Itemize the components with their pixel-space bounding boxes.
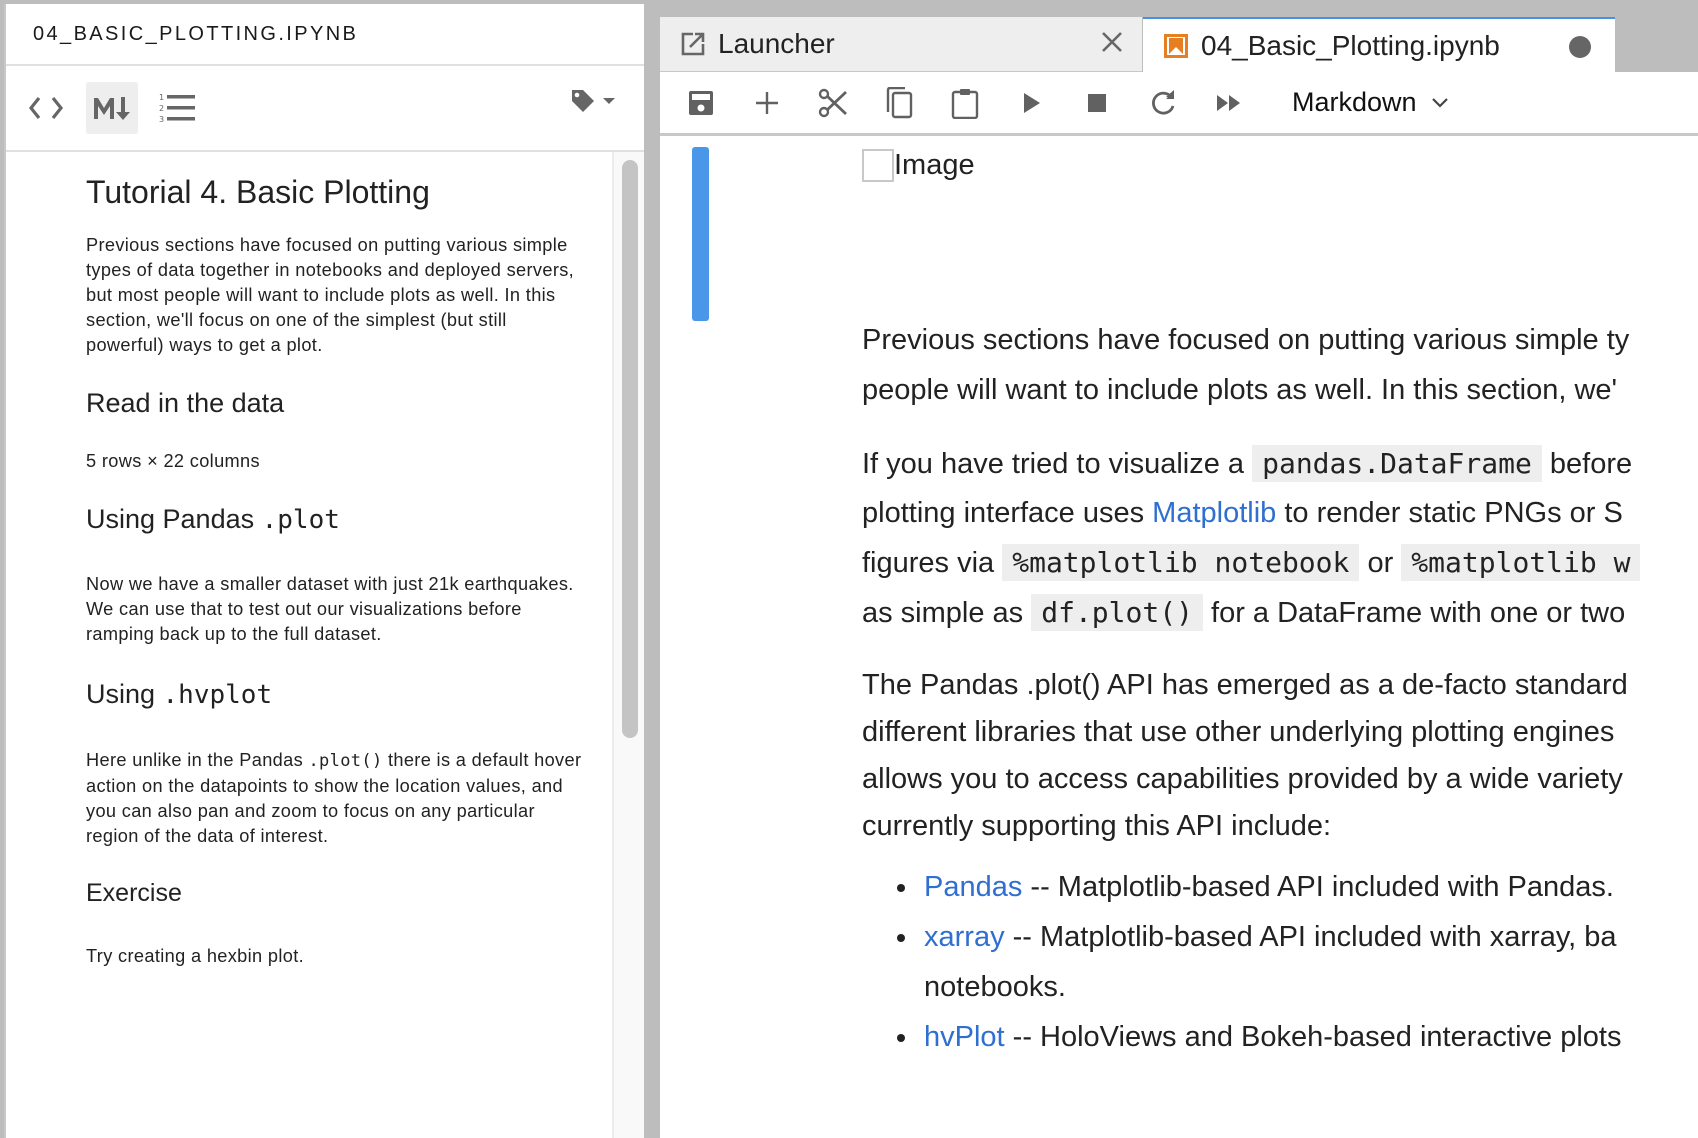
inline-code-df-plot: df.plot() xyxy=(1031,594,1203,631)
filter-by-tag-button[interactable] xyxy=(570,88,616,114)
paste-button[interactable] xyxy=(944,82,986,124)
save-icon xyxy=(687,89,715,117)
clipboard-icon xyxy=(951,87,979,119)
list-item xyxy=(920,862,1698,912)
toc-text-pandas[interactable]: Now we have a smaller dataset with just 21k earthquakes. We can use that to test out our visualizations before ramping back up to the full dataset. xyxy=(86,574,574,644)
svg-text:1: 1 xyxy=(159,93,165,102)
tag-icon xyxy=(570,88,596,114)
caret-down-icon xyxy=(602,96,616,106)
paragraph-api-line-3: allows you to access capabilities provided by a wide variety xyxy=(862,763,1623,795)
toc-toolbar xyxy=(6,66,644,152)
xarray-link[interactable]: xarray xyxy=(924,921,1005,953)
show-markdown-button[interactable] xyxy=(86,82,138,134)
stop-icon xyxy=(1087,93,1107,113)
refresh-icon xyxy=(1149,89,1177,117)
toc-text-exercise[interactable]: Try creating a hexbin plot. xyxy=(86,946,305,966)
insert-cell-button[interactable] xyxy=(746,82,788,124)
toc-heading-pandas-prefix: Using Pandas xyxy=(86,504,262,534)
copy-icon xyxy=(885,87,913,119)
paragraph-api-line-2: different libraries that use other underlying plotting engines xyxy=(862,716,1615,748)
text: before xyxy=(1541,448,1633,480)
toc-body xyxy=(6,152,644,1138)
hvplot-link[interactable]: hvPlot xyxy=(924,1021,1005,1053)
inline-code-matplotlib-widget: %matplotlib w xyxy=(1401,544,1640,581)
text: for a DataFrame with one or two xyxy=(1202,597,1626,629)
paragraph-intro-line-1: Previous sections have focused on putting various simple ty xyxy=(862,324,1630,356)
inline-code-matplotlib-notebook: %matplotlib notebook xyxy=(1002,544,1359,581)
list-item xyxy=(920,912,1698,1012)
paragraph-intro-line-2: people will want to include plots as well. In this section, we' xyxy=(862,374,1618,406)
text: If you have tried to visualize a xyxy=(862,448,1253,480)
toc-text-intro[interactable]: Previous sections have focused on putting various simple types of data together in notebooks and deployed servers, but most people will want to include plots as well. In this section, we'll focus on one of the simplest (but still powerful) ways to get a plot. xyxy=(86,235,575,355)
svg-text:3: 3 xyxy=(159,115,165,124)
toc-scrollbar[interactable] xyxy=(612,152,644,1138)
restart-run-all-button[interactable] xyxy=(1208,82,1250,124)
show-code-cells-button[interactable] xyxy=(20,82,72,134)
text: or xyxy=(1359,547,1402,579)
toc-heading-pandas-code: .plot xyxy=(261,505,340,535)
pandas-link[interactable]: Pandas xyxy=(924,871,1023,903)
notebook-toolbar xyxy=(660,72,1698,136)
chevron-down-icon xyxy=(1431,97,1449,109)
list-item-text-continued: notebooks. xyxy=(924,971,1066,1003)
restart-kernel-button[interactable] xyxy=(1142,82,1184,124)
run-cell-button[interactable] xyxy=(1010,82,1052,124)
interrupt-kernel-button[interactable] xyxy=(1076,82,1118,124)
table-of-contents-panel xyxy=(4,4,644,1138)
toc-heading-hvplot-prefix: Using xyxy=(86,679,163,709)
toc-heading-hvplot[interactable] xyxy=(86,679,586,710)
text: plotting interface uses xyxy=(862,497,1153,529)
paragraph-dataframe xyxy=(862,439,1698,638)
text: figures via xyxy=(862,547,1003,579)
tab-notebook-label: 04_Basic_Plotting.ipynb xyxy=(1201,29,1500,61)
toc-header xyxy=(6,4,644,66)
toc-heading-tutorial[interactable]: Tutorial 4. Basic Plotting xyxy=(86,174,430,210)
paragraph-api-line-4: currently supporting this API include: xyxy=(862,810,1332,842)
code-brackets-icon xyxy=(27,94,65,122)
fast-forward-icon xyxy=(1215,92,1243,114)
plotting-libraries-list xyxy=(862,862,1698,1062)
toc-heading-pandas-plot[interactable] xyxy=(86,504,586,535)
cell-collapser[interactable] xyxy=(692,147,709,321)
toc-text-rows[interactable]: 5 rows × 22 columns xyxy=(86,451,260,471)
paragraph-dataframe-line-4 xyxy=(862,588,1698,638)
svg-text:2: 2 xyxy=(159,104,165,113)
inline-code-pandas-dataframe: pandas.DataFrame xyxy=(1252,445,1542,482)
markdown-icon xyxy=(92,95,132,121)
save-button[interactable] xyxy=(680,82,722,124)
toc-text-hvplot-after: there is a default hover action on the datapoints to show the location values, and you can also pan and zoom to focus on any particular region of the data of interest. xyxy=(86,750,582,846)
toc-list xyxy=(86,152,586,969)
plus-icon xyxy=(754,90,780,116)
copy-button[interactable] xyxy=(878,82,920,124)
panel-splitter[interactable] xyxy=(644,0,660,1138)
paragraph-dataframe-line-2 xyxy=(862,489,1698,538)
broken-image xyxy=(862,149,1698,182)
text: to render static PNGs or S xyxy=(1276,497,1623,529)
toggle-numbering-button[interactable] xyxy=(152,82,204,134)
launch-icon xyxy=(680,31,706,57)
paragraph-api-line-1: The Pandas .plot() API has emerged as a de-facto standard xyxy=(862,669,1628,701)
list-item-text: -- HoloViews and Bokeh-based interactive plots xyxy=(1004,1021,1622,1053)
toc-title: 04_BASIC_PLOTTING.IPYNB xyxy=(33,22,359,45)
markdown-cell-output xyxy=(862,136,1698,1062)
paragraph-api xyxy=(862,662,1698,850)
toc-heading-read-data[interactable]: Read in the data xyxy=(86,388,285,418)
text: as simple as xyxy=(862,597,1032,629)
paragraph-intro xyxy=(862,315,1698,415)
toc-heading-hvplot-code: .hvplot xyxy=(162,680,273,710)
tab-notebook[interactable] xyxy=(1143,17,1615,72)
cell-type-value: Markdown xyxy=(1292,87,1417,117)
paragraph-dataframe-line-1 xyxy=(862,439,1698,489)
cell-type-dropdown[interactable] xyxy=(1292,87,1449,118)
list-item xyxy=(920,1012,1698,1062)
toc-heading-exercise[interactable]: Exercise xyxy=(86,879,182,907)
matplotlib-link[interactable]: Matplotlib xyxy=(1152,497,1277,529)
unsaved-dot-icon[interactable] xyxy=(1569,36,1591,58)
paragraph-dataframe-line-3 xyxy=(862,538,1698,588)
list-item-text: -- Matplotlib-based API included with Pandas. xyxy=(1022,871,1614,903)
scissors-icon xyxy=(818,88,848,118)
tab-launcher[interactable] xyxy=(660,17,1142,72)
broken-image-alt: Image xyxy=(894,149,975,181)
toc-text-hvplot-before: Here unlike in the Pandas xyxy=(86,750,309,770)
close-icon[interactable] xyxy=(1100,29,1124,61)
notebook-icon xyxy=(1163,33,1189,59)
numbered-list-icon xyxy=(159,92,197,124)
toc-scrollbar-thumb[interactable] xyxy=(622,160,638,738)
list-item-text: -- Matplotlib-based API included with xarray, ba xyxy=(1004,921,1617,953)
broken-image-icon xyxy=(862,149,894,182)
document-tab-bar xyxy=(660,0,1698,72)
play-icon xyxy=(1020,91,1042,115)
toc-text-hvplot-code: .plot() xyxy=(308,751,383,771)
notebook-body xyxy=(660,136,1698,1138)
tab-launcher-label: Launcher xyxy=(718,28,835,59)
toc-text-hvplot[interactable] xyxy=(86,748,586,849)
cut-button[interactable] xyxy=(812,82,854,124)
